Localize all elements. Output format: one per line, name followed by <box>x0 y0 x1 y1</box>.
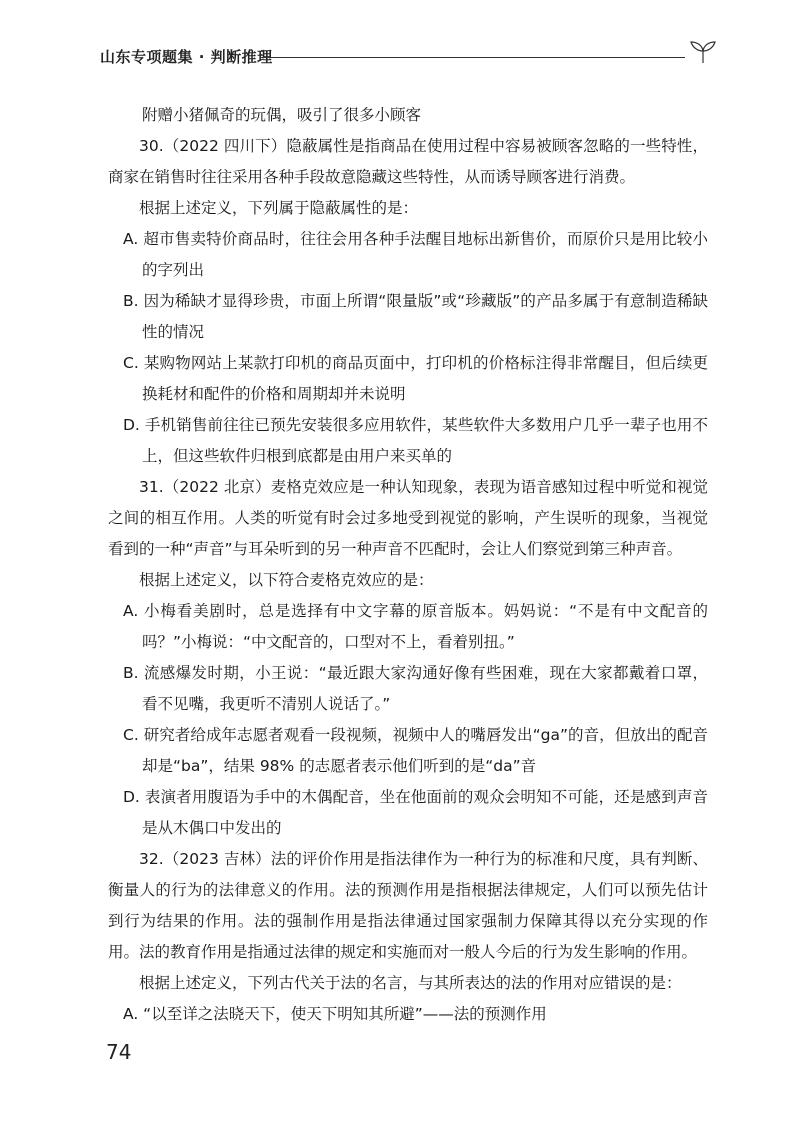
page-header <box>100 38 720 78</box>
page-number: 74 <box>106 1040 132 1064</box>
question-30-option-c: C. 某购物网站上某款打印机的商品页面中，打印机的价格标注得非常醒目，但后续更换耗材和配件的价格和周期却并未说明 <box>123 354 708 403</box>
question-30-stem: 30.（2022 四川下）隐蔽属性是指商品在使用过程中容易被顾客忽略的一些特性，商家在销售时往往采用各种手段故意隐藏这些特性，从而诱导顾客进行消费。 <box>108 137 708 186</box>
question-32-stem: 32.（2023 吉林）法的评价作用是指法律作为一种行为的标准和尺度，具有判断、衡量人的行为的法律意义的作用。法的预测作用是指根据法律规定，人们可以预先估计到行为结果的作用。法的强制作用是指法律通过国家强制力保障其得以充分实现的作用。法的教育作用是指通过法律的规定和实施而对一般人今后的行为发生影响的作用。 <box>108 850 708 961</box>
question-31-stem: 31.（2022 北京）麦格克效应是一种认知现象，表现为语音感知过程中听觉和视觉之间的相互作用。人类的听觉有时会过多地受到视觉的影响，产生误听的现象，当视觉看到的一种“声音”与耳朵听到的另一种声音不匹配时，会让人们察觉到第三种声音。 <box>108 478 708 558</box>
question-30-option-b: B. 因为稀缺才显得珍贵，市面上所谓“限量版”或“珍藏版”的产品多属于有意制造稀缺性的情况 <box>123 292 708 341</box>
question-31-option-d: D. 表演者用腹语为手中的木偶配音，坐在他面前的观众会明知不可能，还是感到声音是从木偶口中发出的 <box>123 788 708 837</box>
question-30-option-d: D. 手机销售前往往已预先安装很多应用软件，某些软件大多数用户几乎一辈子也用不上，但这些软件归根到底都是由用户来买单的 <box>123 416 708 465</box>
question-30-ask: 根据上述定义，下列属于隐蔽属性的是： <box>139 199 419 217</box>
question-30-option-a: A. 超市售卖特价商品时，往往会用各种手法醒目地标出新售价，而原价只是用比较小的字列出 <box>123 230 708 279</box>
page-content <box>108 100 708 1030</box>
previous-option-tail: 附赠小猪佩奇的玩偶，吸引了很多小顾客 <box>142 106 422 124</box>
header-rule <box>260 57 685 58</box>
question-31-option-a: A. 小梅看美剧时，总是选择有中文字幕的原音版本。妈妈说：“不是有中文配音的吗？”小梅说：“中文配音的，口型对不上，看着别扭。” <box>123 602 708 651</box>
question-31-option-b: B. 流感爆发时期，小王说：“最近跟大家沟通好像有些困难，现在大家都戴着口罩，看不见嘴，我更听不清别人说话了。” <box>123 664 708 713</box>
question-32-option-a: A. “以至详之法晓天下，使天下明知其所避”——法的预测作用 <box>123 1005 547 1023</box>
sprout-icon <box>688 38 718 64</box>
question-31-ask: 根据上述定义，以下符合麦格克效应的是： <box>139 571 434 589</box>
question-32-ask: 根据上述定义，下列古代关于法的名言，与其所表达的法的作用对应错误的是： <box>139 974 682 992</box>
header-title: 山东专项题集 · 判断推理 <box>100 48 273 66</box>
question-31-option-c: C. 研究者给成年志愿者观看一段视频，视频中人的嘴唇发出“ga”的音，但放出的配音却是“ba”，结果 98% 的志愿者表示他们听到的是“da”音 <box>123 726 708 775</box>
